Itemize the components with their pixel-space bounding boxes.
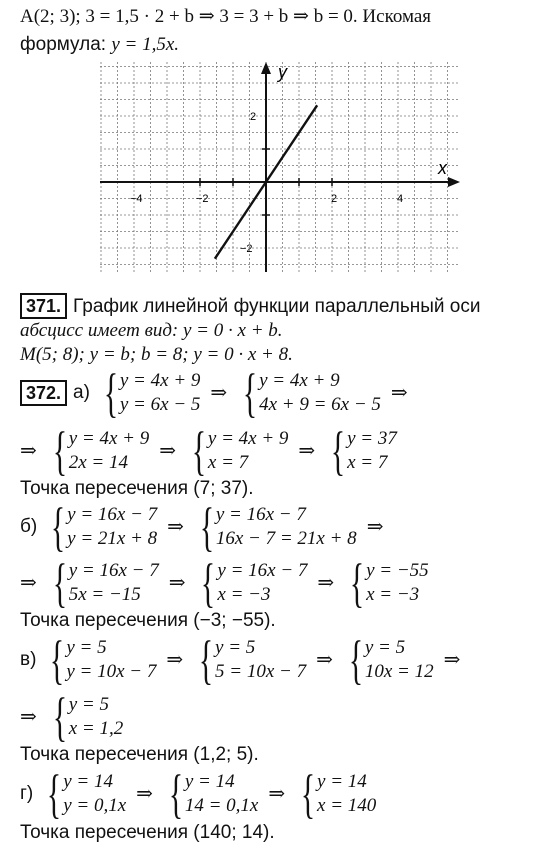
problem-372-b-row-2 [20, 553, 433, 613]
implies-arrow: ⇒ [136, 783, 153, 805]
eq: y = 21x + 8 [67, 528, 158, 549]
system-a-1: { y = 4x + 9 y = 6x − 5 [103, 363, 201, 423]
implies-arrow: ⇒ [20, 572, 37, 594]
tick-label-x-neg2: −2 [196, 193, 209, 205]
eq: y = 5 [215, 637, 256, 658]
tick-label-x-neg4: −4 [130, 193, 143, 205]
eq: y = 16x − 7 [68, 560, 159, 581]
implies-arrow: ⇒ [20, 440, 37, 462]
system-b-1: { y = 16x − 7 y = 21x + 8 [51, 497, 158, 557]
eq: y = 16x − 7 [217, 560, 308, 581]
system-b-2: { y = 16x − 7 16x − 7 = 21x + 8 [199, 497, 357, 557]
eq: 16x − 7 = 21x + 8 [215, 528, 357, 549]
eq: x = 7 [347, 452, 388, 473]
eq: y = 4x + 9 [68, 428, 150, 449]
part-g-result: Точка пересечения (140; 14). [20, 822, 275, 843]
system-a-5: { y = 37 x = 7 [331, 421, 397, 481]
eq: y = 0,1x [63, 795, 127, 816]
part-b-label: б) [20, 516, 38, 537]
problem-371-line-2 [20, 320, 283, 342]
implies-arrow: ⇒ [317, 572, 335, 594]
x-axis-arrow-icon [448, 177, 460, 187]
grid [100, 62, 460, 272]
eq: y = 4x + 9 [207, 428, 289, 449]
part-a-result: Точка пересечения (7; 37). [20, 478, 254, 499]
eq: x = 1,2 [68, 718, 124, 739]
problem-372-b-row-1 [20, 497, 389, 557]
implies-arrow: ⇒ [316, 649, 333, 671]
part-v-result: Точка пересечения (1,2; 5). [20, 744, 259, 765]
eq: 2x = 14 [68, 452, 128, 473]
eq: 5x = −15 [68, 584, 141, 605]
tick-label-y-2: 2 [250, 111, 257, 123]
eq: x = −3 [366, 584, 420, 605]
problem-372-v-row-2 [20, 687, 127, 747]
solution-line-1 [20, 6, 431, 28]
implies-arrow: ⇒ [167, 516, 184, 538]
problem-371-line-1 [20, 293, 480, 319]
system-a-2: { y = 4x + 9 4x + 9 = 6x − 5 [242, 363, 381, 423]
eq: y = 14 [317, 771, 367, 792]
system-v-4: { y = 5 x = 1,2 [52, 687, 124, 747]
eq: y = 5 [364, 637, 406, 658]
eq: y = 14 [184, 771, 235, 792]
part-v-label: в) [20, 649, 37, 670]
eq: y = 16x − 7 [67, 504, 158, 525]
system-a-4: { y = 4x + 9 x = 7 [191, 421, 289, 481]
system-v-3: { y = 5 10x = 12 [348, 630, 434, 690]
implies-arrow: ⇒ [168, 572, 186, 594]
system-a-3: { y = 4x + 9 2x = 14 [52, 421, 150, 481]
implies-arrow: ⇒ [443, 649, 461, 671]
tick-label-x-4: 4 [397, 193, 404, 205]
x-axis-label: x [438, 158, 447, 178]
part-a-label: а) [73, 382, 90, 403]
eq: 10x = 12 [364, 661, 434, 682]
eq: y = 37 [347, 428, 397, 449]
part-g-label: г) [20, 783, 34, 804]
implies-arrow: ⇒ [390, 382, 408, 404]
problem-372-v-row-1 [20, 632, 466, 688]
problem-371-text-2: абсцисс имеет вид: y = 0 · x + b. [20, 320, 283, 341]
problem-371-text-1: График линейной функции параллельный оси [73, 296, 481, 317]
formula-result: y = 1,5x. [111, 34, 180, 55]
eq: y = 6x − 5 [119, 394, 201, 415]
eq: y = 4x + 9 [119, 370, 201, 391]
problem-371-number: 371. [20, 293, 67, 319]
system-g-3: { y = 14 x = 140 [300, 764, 377, 824]
eq: y = 10x − 7 [66, 661, 157, 682]
eq: y = 14 [63, 771, 113, 792]
eq: x = −3 [217, 584, 271, 605]
eq: 4x + 9 = 6x − 5 [259, 394, 381, 415]
tick-label-x-2: 2 [331, 193, 338, 205]
implies-arrow: ⇒ [20, 706, 37, 728]
eq: 5 = 10x − 7 [215, 661, 307, 682]
solution-line-1-text: A(2; 3); 3 = 1,5 · 2 + b ⇒ 3 = 3 + b ⇒ b = 0. Искомая [20, 6, 432, 27]
implies-arrow: ⇒ [268, 783, 286, 805]
eq: y = 5 [68, 694, 109, 715]
system-b-4: { y = 16x − 7 x = −3 [201, 553, 308, 613]
eq: y = −55 [366, 560, 429, 581]
y-axis-label: y [278, 62, 287, 82]
implies-arrow: ⇒ [210, 382, 228, 404]
system-v-2: { y = 5 5 = 10x − 7 [198, 630, 307, 690]
system-g-1: { y = 14 y = 0,1x [47, 764, 127, 824]
tick-label-y-neg2: −2 [240, 243, 253, 255]
system-g-2: { y = 14 14 = 0,1x [168, 764, 259, 824]
implies-arrow: ⇒ [366, 516, 384, 538]
function-graph [100, 62, 460, 272]
implies-arrow: ⇒ [159, 440, 176, 462]
y-axis-arrow-icon [261, 62, 271, 74]
eq: x = 140 [317, 795, 377, 816]
eq: y = 16x − 7 [215, 504, 306, 525]
problem-372-a-row-1 [20, 363, 414, 423]
problem-372-g-row-1 [20, 766, 380, 822]
problem-372-number: 372. [20, 380, 67, 406]
eq: y = 5 [66, 637, 107, 658]
eq: 14 = 0,1x [184, 795, 259, 816]
implies-arrow: ⇒ [298, 440, 316, 462]
system-v-1: { y = 5 y = 10x − 7 [50, 630, 157, 690]
problem-371-text-3: M(5; 8); y = b; b = 8; y = 0 · x + 8. [20, 344, 293, 365]
eq: x = 7 [207, 452, 249, 473]
solution-line-2 [20, 34, 179, 56]
eq: y = 4x + 9 [259, 370, 340, 391]
system-b-5: { y = −55 x = −3 [350, 553, 429, 613]
formula-caption: формула: [20, 34, 112, 55]
implies-arrow: ⇒ [166, 649, 184, 671]
part-b-result: Точка пересечения (−3; −55). [20, 610, 276, 631]
system-b-3: { y = 16x − 7 5x = −15 [52, 553, 159, 613]
problem-372-a-row-2 [20, 421, 401, 481]
